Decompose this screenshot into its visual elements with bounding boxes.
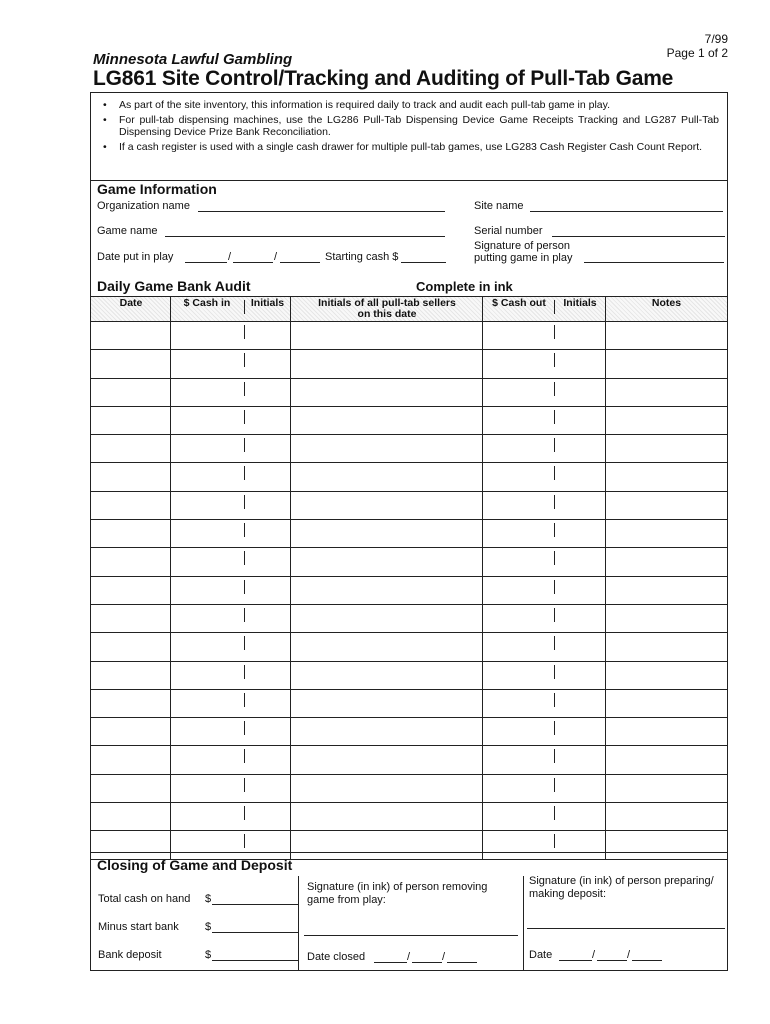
col-cash-out: $ Cash out <box>492 297 546 309</box>
cell-cash-in[interactable] <box>171 520 244 547</box>
cell-sellers-initials[interactable] <box>291 662 482 689</box>
date-separator: / <box>442 951 446 963</box>
cell-notes[interactable] <box>606 690 727 717</box>
cell-cash-in[interactable] <box>171 633 244 660</box>
cell-notes[interactable] <box>606 350 727 377</box>
table-row <box>91 407 727 435</box>
signature-label-line1: Signature of person <box>474 240 571 252</box>
cell-sellers-initials[interactable] <box>291 520 482 547</box>
cell-initials[interactable] <box>245 662 290 689</box>
col-date: Date <box>119 297 143 309</box>
table-row <box>91 718 727 746</box>
cell-date[interactable] <box>91 633 170 660</box>
cell-cash-out[interactable] <box>483 577 554 604</box>
cell-initials[interactable] <box>245 520 290 547</box>
col-initials: Initials <box>250 297 285 309</box>
cell-cash-out[interactable] <box>483 492 554 519</box>
cell-initials-2[interactable] <box>555 322 605 349</box>
date-separator: / <box>592 949 596 961</box>
date-separator: / <box>407 951 411 963</box>
sig-removing-field[interactable] <box>304 935 518 936</box>
cell-notes[interactable] <box>606 662 727 689</box>
site-name-field[interactable] <box>530 211 723 212</box>
site-name-label: Site name <box>474 200 524 212</box>
starting-cash-label: Starting cash $ <box>325 251 399 263</box>
cell-date[interactable] <box>91 350 170 377</box>
cell-cash-in[interactable] <box>171 407 244 434</box>
minus-start-label: Minus start bank <box>98 921 179 933</box>
cell-sellers-initials[interactable] <box>291 463 482 490</box>
form-frame <box>90 92 728 971</box>
cell-date[interactable] <box>91 577 170 604</box>
deposit-date-day[interactable] <box>597 960 627 961</box>
cell-sellers-initials[interactable] <box>291 605 482 632</box>
game-info-heading: Game Information <box>97 181 217 197</box>
cell-initials[interactable] <box>245 407 290 434</box>
cell-initials-2[interactable] <box>555 718 605 745</box>
cell-sellers-initials[interactable] <box>291 803 482 830</box>
table-row <box>91 379 727 407</box>
sig-preparing-label: Signature (in ink) of person preparing/ making deposit: <box>529 875 714 900</box>
cell-initials[interactable] <box>245 746 290 773</box>
cell-notes[interactable] <box>606 435 727 462</box>
cell-cash-out[interactable] <box>483 633 554 660</box>
instruction-item: • If a cash register is used with a single cash drawer for multiple pull-tab games, use LG283 Cash Register Cash Count Report. <box>99 141 719 154</box>
cell-cash-in[interactable] <box>171 577 244 604</box>
table-row <box>91 803 727 831</box>
cell-cash-in[interactable] <box>171 662 244 689</box>
cell-notes[interactable] <box>606 605 727 632</box>
cell-initials-2[interactable] <box>555 350 605 377</box>
instruction-item: • As part of the site inventory, this information is required daily to track and audit each pull-tab game in play. <box>99 99 719 112</box>
sig-preparing-field[interactable] <box>527 928 725 929</box>
bank-deposit-label: Bank deposit <box>98 949 162 961</box>
col-initials-2: Initials <box>563 297 597 309</box>
cell-notes[interactable] <box>606 407 727 434</box>
table-row <box>91 633 727 661</box>
signature-label-line2: putting game in play <box>474 252 573 264</box>
cell-initials[interactable] <box>245 803 290 830</box>
cell-notes[interactable] <box>606 492 727 519</box>
cell-date[interactable] <box>91 407 170 434</box>
cell-initials-2[interactable] <box>555 577 605 604</box>
sig-removing-label: Signature (in ink) of person removing game from play: <box>307 881 488 906</box>
cell-cash-out[interactable] <box>483 322 554 349</box>
table-row <box>91 775 727 803</box>
cell-cash-out[interactable] <box>483 605 554 632</box>
cell-cash-out[interactable] <box>483 803 554 830</box>
cell-initials-2[interactable] <box>555 775 605 802</box>
cell-date[interactable] <box>91 746 170 773</box>
instructions <box>91 93 727 181</box>
cell-date[interactable] <box>91 662 170 689</box>
dollar-sign: $ <box>205 893 212 905</box>
date-in-play-day[interactable] <box>233 262 273 263</box>
cell-sellers-initials[interactable] <box>291 746 482 773</box>
cell-notes[interactable] <box>606 520 727 547</box>
cell-initials-2[interactable] <box>555 407 605 434</box>
minus-start-field[interactable] <box>212 932 298 933</box>
cell-date[interactable] <box>91 520 170 547</box>
cell-cash-in[interactable] <box>171 803 244 830</box>
cell-date[interactable] <box>91 322 170 349</box>
cell-cash-in[interactable] <box>171 548 244 575</box>
cell-cash-out[interactable] <box>483 463 554 490</box>
serial-number-field[interactable] <box>552 236 725 237</box>
closing-section <box>91 852 727 970</box>
cell-initials[interactable] <box>245 577 290 604</box>
cell-cash-in[interactable] <box>171 350 244 377</box>
cell-cash-in[interactable] <box>171 605 244 632</box>
cell-date[interactable] <box>91 435 170 462</box>
table-row <box>91 350 727 378</box>
cell-cash-in[interactable] <box>171 463 244 490</box>
cell-initials-2[interactable] <box>555 492 605 519</box>
cell-initials-2[interactable] <box>555 803 605 830</box>
cell-cash-out[interactable] <box>483 746 554 773</box>
date-closed-label: Date closed <box>307 951 366 963</box>
audit-table-body <box>91 322 727 860</box>
table-row <box>91 492 727 520</box>
cell-date[interactable] <box>91 775 170 802</box>
cell-initials-2[interactable] <box>555 463 605 490</box>
cell-date[interactable] <box>91 690 170 717</box>
cell-sellers-initials[interactable] <box>291 407 482 434</box>
col-notes: Notes <box>651 297 682 309</box>
cell-sellers-initials[interactable] <box>291 718 482 745</box>
cell-sellers-initials[interactable] <box>291 633 482 660</box>
cell-cash-in[interactable] <box>171 322 244 349</box>
cell-notes[interactable] <box>606 775 727 802</box>
date-in-play-label: Date put in play <box>97 251 174 263</box>
cell-initials[interactable] <box>245 463 290 490</box>
table-row <box>91 322 727 350</box>
cell-cash-out[interactable] <box>483 520 554 547</box>
date-closed-day[interactable] <box>412 962 442 963</box>
audit-table <box>91 296 727 860</box>
revision-block <box>667 32 728 60</box>
dollar-sign: $ <box>205 921 212 933</box>
closing-heading: Closing of Game and Deposit <box>97 857 293 873</box>
revision-date: 7/99 <box>704 32 728 46</box>
deposit-date-month[interactable] <box>559 960 592 961</box>
date-separator: / <box>228 251 232 263</box>
cell-cash-in[interactable] <box>171 718 244 745</box>
org-name-field[interactable] <box>198 211 445 212</box>
game-name-field[interactable] <box>165 236 445 237</box>
cell-initials[interactable] <box>245 379 290 406</box>
cell-notes[interactable] <box>606 803 727 830</box>
cell-date[interactable] <box>91 463 170 490</box>
table-row <box>91 463 727 491</box>
table-row <box>91 435 727 463</box>
cell-cash-out[interactable] <box>483 690 554 717</box>
cell-initials[interactable] <box>245 633 290 660</box>
table-row <box>91 690 727 718</box>
cell-cash-out[interactable] <box>483 379 554 406</box>
cell-sellers-initials[interactable] <box>291 435 482 462</box>
signature-in-play-field[interactable] <box>584 262 724 263</box>
cell-initials-2[interactable] <box>555 690 605 717</box>
cell-date[interactable] <box>91 605 170 632</box>
audit-table-header <box>91 296 727 322</box>
date-closed-year[interactable] <box>447 962 477 963</box>
cell-initials[interactable] <box>245 350 290 377</box>
cell-initials-2[interactable] <box>555 746 605 773</box>
org-name-label: Organization name <box>97 200 190 212</box>
cell-notes[interactable] <box>606 322 727 349</box>
bank-deposit-field[interactable] <box>212 960 298 961</box>
cell-cash-out[interactable] <box>483 350 554 377</box>
cell-initials[interactable] <box>245 605 290 632</box>
cell-cash-in[interactable] <box>171 690 244 717</box>
complete-in-ink-note: Complete in ink <box>416 279 513 294</box>
total-cash-label: Total cash on hand <box>98 893 191 905</box>
cell-date[interactable] <box>91 379 170 406</box>
cell-cash-out[interactable] <box>483 548 554 575</box>
cell-date[interactable] <box>91 718 170 745</box>
cell-initials-2[interactable] <box>555 662 605 689</box>
cell-cash-out[interactable] <box>483 407 554 434</box>
starting-cash-field[interactable] <box>401 262 446 263</box>
cell-notes[interactable] <box>606 718 727 745</box>
instruction-item: • For pull-tab dispensing machines, use the LG286 Pull-Tab Dispensing Device Game Receipts Tracking and LG287 Pull-Tab Dispensing Device Prize Bank Reconciliation. <box>99 114 719 139</box>
cell-sellers-initials[interactable] <box>291 350 482 377</box>
table-row <box>91 520 727 548</box>
date-closed-month[interactable] <box>374 962 407 963</box>
date-separator: / <box>274 251 278 263</box>
table-row <box>91 605 727 633</box>
cell-initials[interactable] <box>245 322 290 349</box>
cell-initials[interactable] <box>245 435 290 462</box>
cell-cash-in[interactable] <box>171 746 244 773</box>
total-cash-field[interactable] <box>212 904 298 905</box>
cell-sellers-initials[interactable] <box>291 577 482 604</box>
serial-number-label: Serial number <box>474 225 543 237</box>
cell-cash-out[interactable] <box>483 775 554 802</box>
cell-initials-2[interactable] <box>555 435 605 462</box>
dollar-sign: $ <box>205 949 212 961</box>
cell-date[interactable] <box>91 803 170 830</box>
cell-sellers-initials[interactable] <box>291 775 482 802</box>
cell-notes[interactable] <box>606 746 727 773</box>
col-sellers-line1: Initials of all pull-tab sellers <box>318 297 456 309</box>
cell-cash-in[interactable] <box>171 379 244 406</box>
page-title: LG861 Site Control/Tracking and Auditing of Pull-Tab Game <box>93 67 674 90</box>
cell-initials[interactable] <box>245 718 290 745</box>
game-name-label: Game name <box>97 225 158 237</box>
cell-notes[interactable] <box>606 577 727 604</box>
col-cash-in: $ Cash in <box>183 297 231 309</box>
cell-sellers-initials[interactable] <box>291 690 482 717</box>
cell-cash-in[interactable] <box>171 435 244 462</box>
table-row <box>91 548 727 576</box>
col-sellers-line2: on this date <box>357 308 417 320</box>
table-row <box>91 662 727 690</box>
cell-notes[interactable] <box>606 463 727 490</box>
cell-cash-out[interactable] <box>483 435 554 462</box>
cell-initials[interactable] <box>245 690 290 717</box>
cell-sellers-initials[interactable] <box>291 322 482 349</box>
cell-cash-out[interactable] <box>483 718 554 745</box>
cell-sellers-initials[interactable] <box>291 379 482 406</box>
cell-sellers-initials[interactable] <box>291 548 482 575</box>
cell-initials-2[interactable] <box>555 633 605 660</box>
cell-initials[interactable] <box>245 492 290 519</box>
cell-notes[interactable] <box>606 633 727 660</box>
deposit-date-year[interactable] <box>632 960 662 961</box>
cell-notes[interactable] <box>606 379 727 406</box>
cell-cash-in[interactable] <box>171 775 244 802</box>
cell-cash-out[interactable] <box>483 662 554 689</box>
col-sellers-initials <box>292 298 482 320</box>
cell-initials-2[interactable] <box>555 520 605 547</box>
agency-name: Minnesota Lawful Gambling <box>93 51 293 68</box>
cell-initials-2[interactable] <box>555 379 605 406</box>
cell-sellers-initials[interactable] <box>291 492 482 519</box>
date-in-play-year[interactable] <box>280 262 320 263</box>
page-number: Page 1 of 2 <box>666 46 728 60</box>
cell-initials[interactable] <box>245 775 290 802</box>
cell-date[interactable] <box>91 492 170 519</box>
cell-notes[interactable] <box>606 548 727 575</box>
cell-cash-in[interactable] <box>171 492 244 519</box>
cell-initials-2[interactable] <box>555 605 605 632</box>
date-in-play-month[interactable] <box>185 262 227 263</box>
cell-date[interactable] <box>91 548 170 575</box>
audit-heading: Daily Game Bank Audit <box>97 278 251 294</box>
table-row <box>91 746 727 774</box>
table-row <box>91 577 727 605</box>
date-label: Date <box>529 949 553 961</box>
cell-initials[interactable] <box>245 548 290 575</box>
cell-initials-2[interactable] <box>555 548 605 575</box>
date-separator: / <box>627 949 631 961</box>
